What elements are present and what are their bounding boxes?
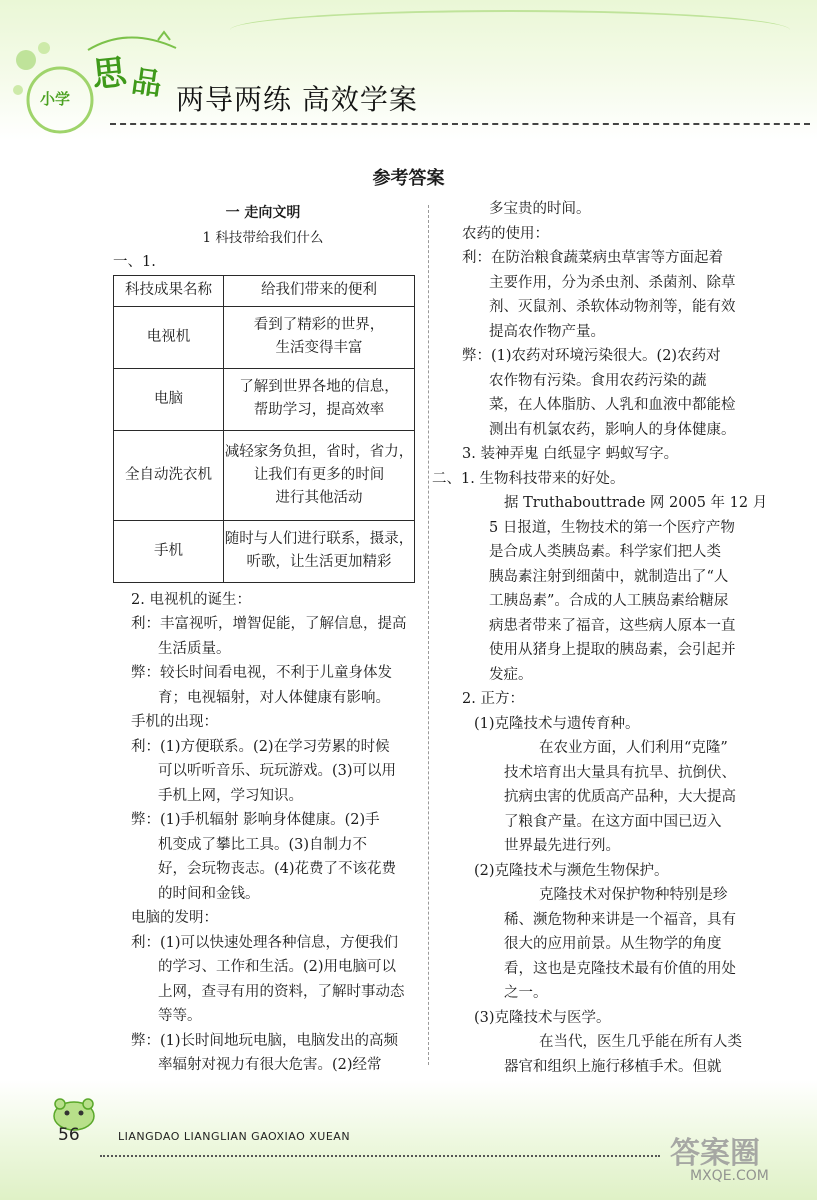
- text-line: 的时间和金钱。: [158, 885, 260, 902]
- text-line: 3. 装神弄鬼 白纸显字 蚂蚁写字。: [462, 446, 679, 462]
- text-line: 之一。: [504, 985, 548, 1001]
- table-cell-name: 电视机: [114, 306, 224, 368]
- table-cell-benefit: [224, 368, 415, 430]
- text-line: 在当代，医生几乎能在所有人类: [539, 1034, 742, 1050]
- table-header-row: [114, 275, 415, 306]
- left-column: [113, 201, 413, 1102]
- question-label: 一、1.: [113, 254, 156, 270]
- text-line: 利：丰富视听，增智促能，了解信息，提高: [131, 616, 407, 632]
- table-header-cell: 科技成果名称: [114, 275, 224, 306]
- text-line: 弊：较长时间看电视，不利于儿童身体发: [131, 665, 392, 681]
- table-row: [114, 430, 415, 520]
- table-row: [114, 306, 415, 368]
- footer-text: LIANGDAO LIANGLIAN GAOXIAO XUEAN: [118, 1130, 351, 1143]
- text-line: 技术培育出大量具有抗旱、抗倒伏、: [504, 764, 736, 781]
- benefit-line: 听歌，让生活更加精彩: [246, 554, 392, 570]
- lesson-title: 1 科技带给我们什么: [202, 229, 324, 246]
- benefit-line: 减轻家务负担，省时，省力，: [224, 443, 414, 460]
- text-line: 了粮食产量。在这方面中国已迈入: [504, 813, 722, 830]
- text-line: 弊：(1)农药对环境污染很大。(2)农药对: [462, 348, 721, 364]
- header-rule: [110, 123, 810, 125]
- text-line: 农作物有污染。食用农药污染的蔬: [489, 372, 707, 389]
- text-line: 克隆技术对保护物种特别是珍: [539, 887, 728, 903]
- text-line: 菜，在人体脂肪、人乳和血液中都能检: [489, 397, 736, 413]
- text-line: 2. 电视机的诞生：: [131, 591, 251, 608]
- text-line: 看，这也是克隆技术最有价值的用处: [504, 960, 736, 977]
- text-line: 可以听听音乐、玩玩游戏。(3)可以用: [158, 763, 397, 779]
- text-line: 二、1. 生物科技带来的好处。: [432, 470, 625, 487]
- benefit-line: 随时与人们进行联系，摄录，: [224, 531, 414, 547]
- text-line: 农药的使用：: [462, 225, 549, 242]
- text-line: 剂、灭鼠剂、杀软体动物剂等，能有效: [489, 299, 736, 315]
- table-cell-name: 全自动洗衣机: [114, 430, 224, 520]
- text-line: 多宝贵的时间。: [489, 201, 591, 217]
- text-line: (3)克隆技术与医学。: [474, 1009, 611, 1026]
- text-line: 发症。: [489, 666, 533, 683]
- text-line: (1)克隆技术与遗传育种。: [474, 715, 640, 732]
- text-line: 2. 正方：: [462, 691, 524, 707]
- text-line: 利：(1)方便联系。(2)在学习劳累的时候: [131, 738, 390, 755]
- text-line: 病患者带来了福音，这些病人原本一直: [489, 617, 736, 634]
- text-line: 在农业方面，人们利用“克隆”: [539, 740, 728, 756]
- benefit-line: 进行其他活动: [275, 489, 363, 506]
- table-cell-benefit: [224, 306, 415, 368]
- page-number: 56: [58, 1125, 80, 1145]
- logo-char-2: 品: [129, 64, 164, 103]
- benefit-line: 帮助学习，提高效率: [253, 402, 385, 418]
- text-line: 好，会玩物丧志。(4)花费了不该花费: [158, 861, 397, 877]
- footer-rule: [100, 1155, 660, 1157]
- text-line: 率辐射对视力有很大危害。(2)经常: [158, 1057, 382, 1073]
- answer-table: [113, 275, 415, 583]
- text-line: 是合成人类胰岛素。科学家们把人类: [489, 544, 721, 560]
- text-line: 工胰岛素”。合成的人工胰岛素给糖尿: [489, 593, 729, 609]
- table-cell-name: 手机: [114, 520, 224, 582]
- text-line: 器官和组织上施行移植手术。但就: [504, 1058, 722, 1075]
- text-line: 主要作用，分为杀虫剂、杀菌剂、除草: [489, 274, 736, 291]
- text-line: 利：(1)可以快速处理各种信息，方便我们: [131, 934, 399, 951]
- benefit-line: 看到了精彩的世界，: [253, 317, 385, 333]
- text-line: 使用从猪身上提取的胰岛素，会引起并: [489, 642, 736, 658]
- benefit-line: 让我们有更多的时间: [253, 466, 385, 483]
- table-cell-benefit: [224, 520, 415, 582]
- text-line: 手机上网，学习知识。: [158, 787, 303, 804]
- benefit-line: 生活变得丰富: [275, 340, 363, 356]
- text-line: 利：在防治粮食蔬菜病虫草害等方面起着: [462, 250, 723, 266]
- benefit-line: 了解到世界各地的信息，: [239, 379, 399, 395]
- text-line: 弊：(1)长时间地玩电脑，电脑发出的高频: [131, 1032, 399, 1049]
- text-line: 测出有机氯农药，影响人的身体健康。: [489, 421, 736, 438]
- watermark-url: MXQE.COM: [690, 1168, 769, 1184]
- header-decoration-arc: [230, 10, 790, 50]
- text-line: 等等。: [158, 1008, 202, 1024]
- text-line: 生活质量。: [158, 640, 231, 657]
- section-title: 一 走向文明: [225, 205, 301, 221]
- text-line: 很大的应用前景。从生物学的角度: [504, 936, 722, 952]
- text-line: 机变成了攀比工具。(3)自制力不: [158, 836, 368, 853]
- right-column: [432, 197, 768, 1104]
- column-divider: [428, 205, 429, 1065]
- text-line: 电脑的发明：: [131, 910, 218, 926]
- text-line: 的学习、工作和生活。(2)用电脑可以: [158, 959, 397, 975]
- text-line: 手机的出现：: [131, 714, 218, 730]
- text-line: 育；电视辐射，对人体健康有影响。: [158, 689, 390, 706]
- logo-char-1: 思: [90, 52, 129, 96]
- table-cell-name: 电脑: [114, 368, 224, 430]
- text-line: 世界最先进行列。: [504, 838, 620, 854]
- table-header-cell: 给我们带来的便利: [224, 275, 415, 306]
- text-line: 抗病虫害的优质高产品种，大大提高: [504, 789, 736, 805]
- watermark: 答案圈: [670, 1136, 760, 1171]
- header-title: 两导两练 高效学案: [176, 83, 418, 116]
- text-line: 据 Truthabouttrade 网 2005 年 12 月: [504, 495, 768, 511]
- text-line: 5 日报道，生物技术的第一个医疗产物: [489, 519, 735, 536]
- text-line: 稀、濒危物种来讲是一个福音，具有: [504, 911, 736, 928]
- page-title: 参考答案: [372, 168, 445, 189]
- text-line: (2)克隆技术与濒危生物保护。: [474, 862, 669, 879]
- text-line: 弊：(1)手机辐射 影响身体健康。(2)手: [131, 812, 380, 828]
- table-cell-benefit: [224, 430, 415, 520]
- text-line: 胰岛素注射到细菌中，就制造出了“人: [489, 568, 729, 585]
- text-line: 提高农作物产量。: [489, 323, 605, 340]
- text-line: 上网，查寻有用的资料，了解时事动态: [158, 983, 405, 1000]
- table-row: [114, 368, 415, 430]
- table-row: [114, 520, 415, 582]
- logo-small-text: 小学: [40, 90, 71, 108]
